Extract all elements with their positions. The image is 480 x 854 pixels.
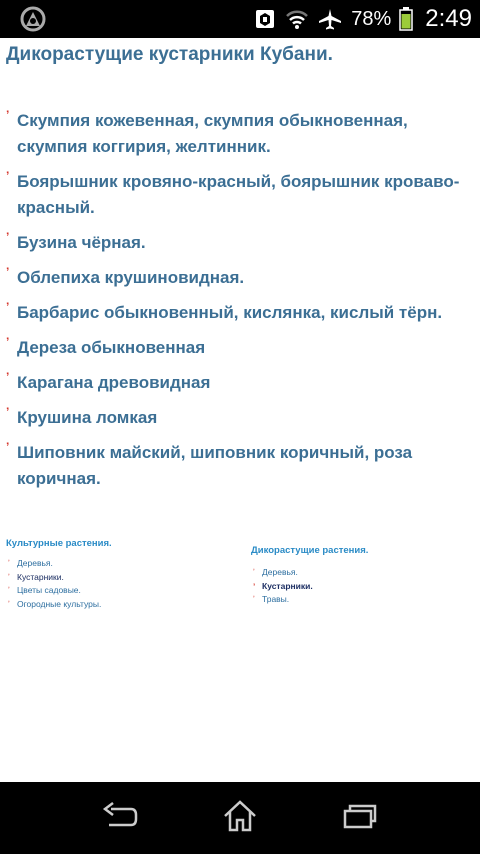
- list-item: ʼ Бузина чёрная.: [6, 230, 146, 252]
- battery-percent: 78%: [351, 7, 392, 30]
- navigation-bar: [0, 782, 480, 854]
- bullet-icon: ʼ: [6, 230, 10, 244]
- list-item: ʼ Дереза обыкновенная: [6, 335, 206, 357]
- recent-apps-icon: [342, 801, 378, 836]
- bullet-icon: ʼ: [253, 595, 255, 604]
- bullet-icon: ʼ: [6, 265, 10, 279]
- list-item: ʼ Карагана древовидная: [6, 370, 211, 392]
- bullet-icon: ʼ: [8, 599, 10, 609]
- list-item: ʼ Боярышник кровяно-красный, боярышник кроваво-красный.: [6, 169, 460, 217]
- cultivated-plants-block: [6, 538, 112, 611]
- bullet-icon: ʼ: [6, 169, 10, 183]
- battery-icon: [399, 7, 413, 31]
- airplane-mode-icon: [317, 7, 343, 31]
- list-item: ʼ Скумпия кожевенная, скумпия обыкновенная, скумпия коггирия, желтинник.: [6, 108, 408, 156]
- bullet-icon: ʼ: [6, 300, 10, 314]
- page-title: Дикорастущие кустарники Кубани.: [6, 44, 333, 65]
- bullet-icon: ʼ: [6, 370, 10, 384]
- list-item: ʼ Огородные культуры.: [6, 598, 112, 612]
- cultivated-plants-title: Культурные растения.: [6, 538, 112, 549]
- home-button[interactable]: [220, 798, 260, 838]
- bullet-icon: ʼ: [6, 440, 10, 454]
- bullet-icon: ʼ: [8, 572, 10, 582]
- bullet-icon: ʼ: [8, 559, 10, 568]
- home-icon: [222, 799, 258, 838]
- list-item: ʼ Крушина ломкая: [6, 405, 158, 427]
- nfc-icon: [253, 7, 277, 31]
- list-item: ʼ Цветы садовые.: [6, 584, 112, 598]
- status-bar: [0, 0, 480, 38]
- list-item: ʼ Травы.: [251, 593, 368, 607]
- list-item: ʼ Кустарники.: [251, 580, 368, 594]
- bullet-icon: ʼ: [6, 108, 10, 122]
- bullet-icon: ʼ: [6, 335, 10, 349]
- wild-plants-title: Дикорастущие растения.: [251, 545, 369, 556]
- list-item: ʼ Кустарники.: [6, 571, 112, 585]
- avast-icon: [20, 6, 46, 32]
- wild-plants-block: [251, 545, 368, 607]
- list-item: ʼ Барбарис обыкновенный, кислянка, кислый тёрн.: [6, 300, 443, 322]
- shrub-list: [6, 108, 466, 501]
- back-icon: [101, 801, 139, 836]
- back-button[interactable]: [100, 798, 140, 838]
- bullet-icon: ʼ: [253, 581, 256, 591]
- list-item: ʼ Деревья.: [251, 566, 368, 580]
- bullet-icon: ʼ: [8, 586, 10, 595]
- wifi-icon: [285, 8, 309, 30]
- list-item: ʼ Деревья.: [6, 557, 112, 571]
- page-content[interactable]: [0, 38, 480, 782]
- bullet-icon: ʼ: [6, 405, 10, 419]
- list-item: ʼ Облепиха крушиновидная.: [6, 265, 245, 287]
- clock: 2:49: [425, 5, 472, 32]
- recent-apps-button[interactable]: [340, 798, 380, 838]
- bullet-icon: ʼ: [253, 568, 255, 577]
- list-item: ʼ Шиповник майский, шиповник коричный, роза коричная.: [6, 440, 413, 488]
